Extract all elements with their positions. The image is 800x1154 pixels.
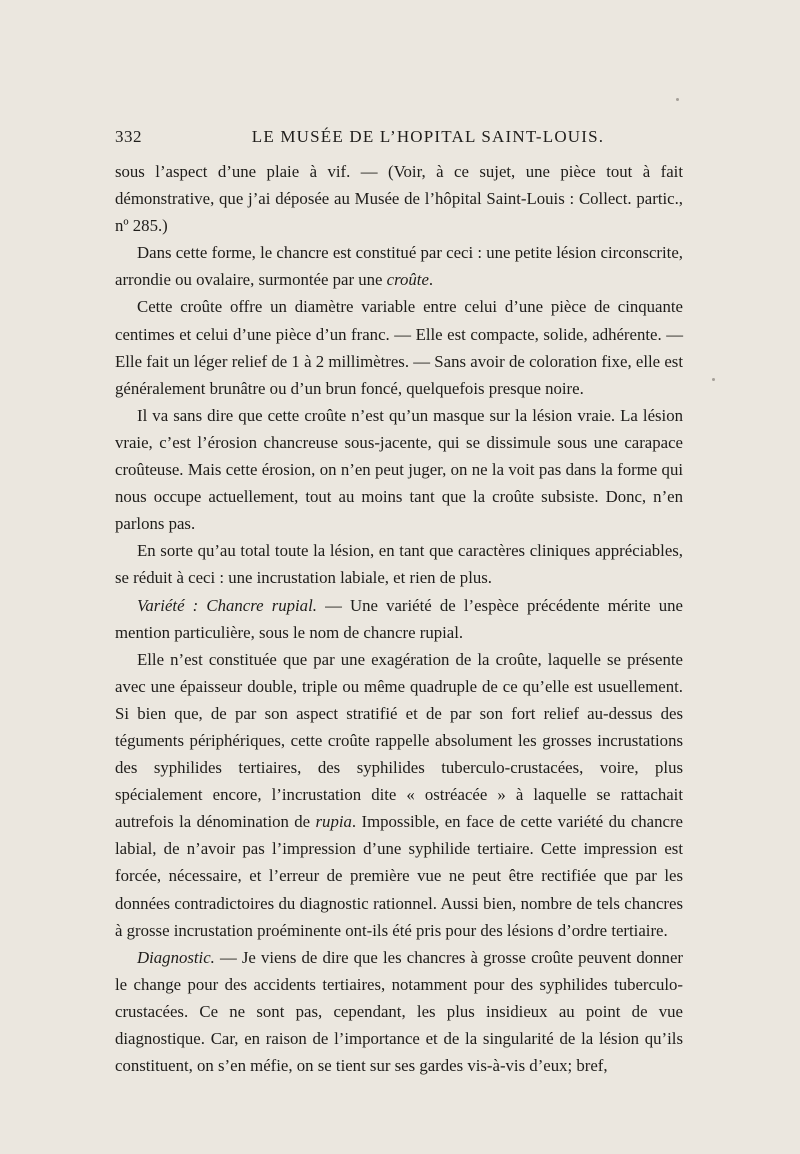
section-heading: Variété : Chancre rupial. <box>137 595 317 615</box>
running-title: LE MUSÉE DE L’HOPITAL SAINT-LOUIS. <box>251 127 605 146</box>
paragraph <box>115 592 683 646</box>
paragraph <box>115 158 683 239</box>
italic-term: rupia <box>315 812 352 832</box>
paper-speck <box>676 98 679 101</box>
paragraph-text: Cette croûte offre un diamètre variable entre celui d’une pièce de cinquante centimes et celui d’une pièce d’un franc. — Elle est compacte, solide, adhérente. — Elle fait un léger relief de 1 à 2 millimètres. — Sans avoir de coloration fixe, elle est généralement brunâtre ou d’un brun foncé, quelquefois presque noire. <box>115 297 683 398</box>
paragraph-text: — Une variété de l’espèce précédente mérite une mention particulière, sous le nom de chancre rupial. <box>115 595 683 642</box>
paragraph <box>115 239 683 293</box>
page-header <box>115 127 683 147</box>
page-number: 332 <box>115 127 142 146</box>
paragraph <box>115 293 683 401</box>
paragraph-text: . Impossible, en face de cette variété du chancre labial, de n’avoir pas l’impression d’une syphilide tertiaire. Cette impression est forcée, nécessaire, et l’erreur de première vue ne peut être rectifiée que par les données contradictoires du diagnostic rationnel. Aussi bien, nombre de tels chancres à grosse incrustation proéminente ont-ils été pris pour des lésions d’ordre tertiaire. <box>115 812 683 940</box>
paragraph-text: Elle n’est constituée que par une exagération de la croûte, laquelle se présente avec une épaisseur double, triple ou même quadruple de ce qu’elle est usuellement. Si bien que, de par son aspect stratifié et de par son fort relief au-dessus des téguments périphériques, cette croûte rappelle absolument les grosses incrustations des syphilides tertiaires, des syphilides tuberculo-crustacées, voire, plus spécialement encore, l’incrustation dite « ostréacée » à laquelle se rattachait autrefois la dénomination de <box>115 649 683 832</box>
paragraph-text: — Je viens de dire que les chancres à grosse croûte peuvent donner le change pour des accidents tertiaires, notamment pour des syphilides tuberculo-crustacées. Ce ne sont pas, cependant, les plus insidieux au point de vue diagnostique. Car, en raison de l’importance et de la singularité de la lésion qu’ils constituent, on s’en méfie, on se tient sur ses gardes vis-à-vis d’eux; bref, <box>115 947 683 1076</box>
paragraph-text: sous l’aspect d’une plaie à vif. — (Voir, à ce sujet, une pièce tout à fait démonstrative, que j’ai déposée au Musée de l’hôpital Saint-Louis : Collect. partic., nº 285.) <box>115 162 683 236</box>
paragraph-text: Il va sans dire que cette croûte n’est qu’un masque sur la lésion vraie. La lésion vraie, c’est l’érosion chancreuse sous-jacente, qui se dissimule sous une carapace croûteuse. Mais cette érosion, on n’en peut juger, on ne la voit pas dans la forme qui nous occupe actuellement, tout au moins tant que la croûte subsiste. Donc, n’en parlons pas. <box>115 405 683 534</box>
paragraph-text: Dans cette forme, le chancre est constitué par ceci : une petite lésion circonscrite, arrondie ou ovalaire, surmontée par une <box>115 243 683 290</box>
paragraph <box>115 646 683 944</box>
paragraph <box>115 944 683 1079</box>
paragraph-text: En sorte qu’au total toute la lésion, en tant que caractères cliniques appréciables, se réduit à ceci : une incrustation labiale, et rien de plus. <box>115 541 683 588</box>
body-text <box>115 158 683 1079</box>
paper-speck <box>712 378 715 381</box>
italic-term: croûte <box>386 270 429 290</box>
paragraph <box>115 537 683 591</box>
paragraph <box>115 402 683 537</box>
section-heading: Diagnostic. <box>137 947 215 967</box>
paragraph-text: . <box>428 270 434 290</box>
